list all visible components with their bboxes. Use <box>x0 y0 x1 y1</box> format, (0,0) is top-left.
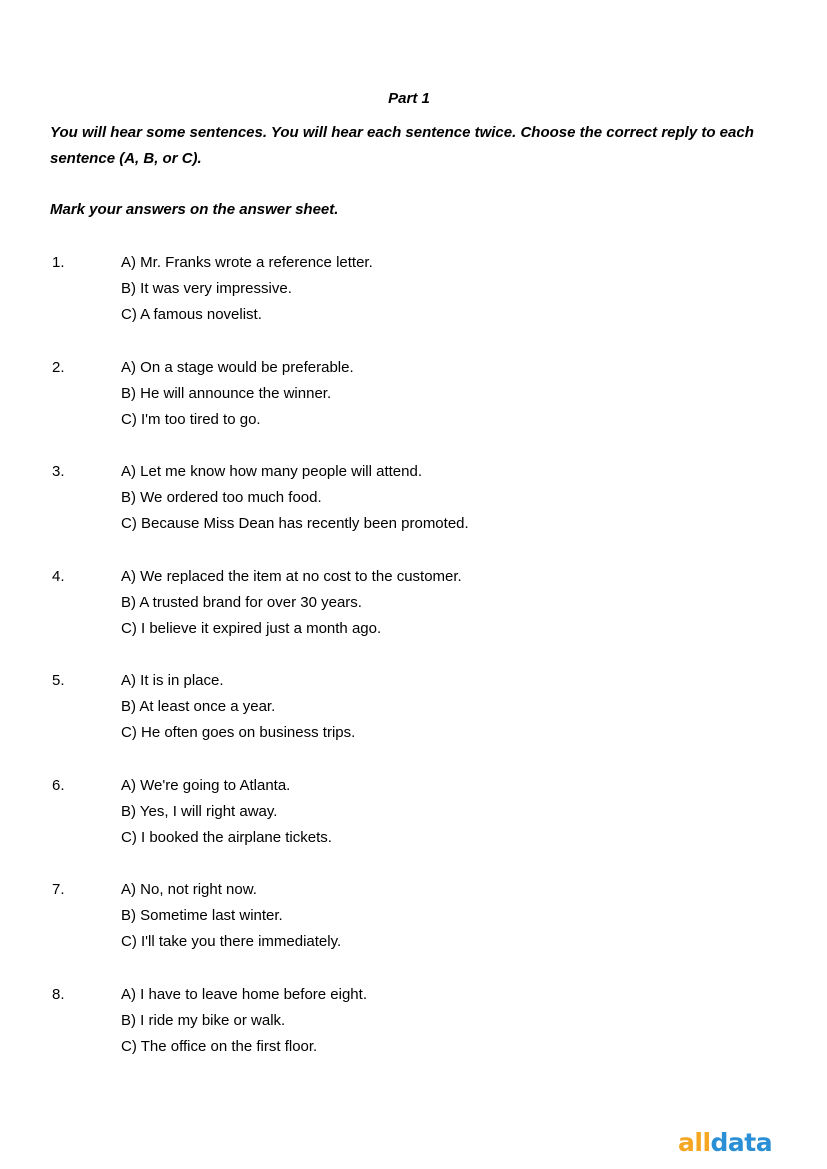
option-c: C) I believe it expired just a month ago. <box>121 619 382 637</box>
question-item <box>52 877 792 982</box>
question-number: 5. <box>52 672 65 689</box>
option-a: A) We replaced the item at no cost to the customer. <box>121 567 462 585</box>
question-number: 1. <box>52 254 65 271</box>
question-number: 3. <box>52 463 65 480</box>
option-c: C) I'm too tired to go. <box>121 410 261 428</box>
option-c: C) A famous novelist. <box>121 306 262 323</box>
question-list <box>52 250 792 1086</box>
question-number: 4. <box>52 567 65 585</box>
answer-options <box>121 564 462 642</box>
question-item <box>52 564 792 669</box>
question-item <box>52 250 792 355</box>
option-a: A) Let me know how many people will attend. <box>121 463 422 480</box>
option-c: C) I'll take you there immediately. <box>121 933 342 950</box>
logo-part-all: all <box>678 1128 711 1157</box>
option-a: A) We're going to Atlanta. <box>121 776 291 794</box>
question-item <box>52 982 792 1087</box>
option-b: B) We ordered too much food. <box>121 489 322 506</box>
question-number: 7. <box>52 881 65 898</box>
answer-options <box>121 355 354 433</box>
option-c: C) He often goes on business trips. <box>121 724 356 741</box>
option-c: C) I booked the airplane tickets. <box>121 828 332 846</box>
logo-part-data: data <box>710 1128 773 1157</box>
option-b: B) He will announce the winner. <box>121 384 332 402</box>
answer-options <box>121 982 367 1060</box>
answer-options <box>121 459 469 537</box>
answer-options <box>121 773 332 851</box>
instructions-text: You will hear some sentences. You will hear each sentence twice. Choose the correct reply to each sentence (A, B, or C). <box>50 124 754 167</box>
option-a: A) It is in place. <box>121 672 224 689</box>
question-item <box>52 668 792 773</box>
part-title: Part 1 <box>388 90 430 107</box>
option-b: B) A trusted brand for over 30 years. <box>121 593 362 611</box>
question-item <box>52 355 792 460</box>
option-b: B) At least once a year. <box>121 698 276 715</box>
answer-options <box>121 250 373 328</box>
question-number: 2. <box>52 358 65 376</box>
alldata-logo <box>678 1126 772 1160</box>
option-a: A) I have to leave home before eight. <box>121 985 367 1003</box>
option-c: C) The office on the first floor. <box>121 1037 318 1055</box>
option-b: B) Sometime last winter. <box>121 907 283 924</box>
option-a: A) Mr. Franks wrote a reference letter. <box>121 254 373 271</box>
option-b: B) Yes, I will right away. <box>121 802 278 820</box>
answer-options <box>121 668 355 746</box>
question-number: 6. <box>52 776 65 794</box>
question-item <box>52 459 792 564</box>
option-a: A) No, not right now. <box>121 881 257 898</box>
question-item <box>52 773 792 878</box>
option-c: C) Because Miss Dean has recently been promoted. <box>121 515 469 532</box>
option-b: B) I ride my bike or walk. <box>121 1011 286 1029</box>
answer-options <box>121 877 341 955</box>
option-a: A) On a stage would be preferable. <box>121 358 354 376</box>
answer-sheet-note: Mark your answers on the answer sheet. <box>50 201 339 218</box>
option-b: B) It was very impressive. <box>121 280 292 297</box>
question-number: 8. <box>52 985 65 1003</box>
